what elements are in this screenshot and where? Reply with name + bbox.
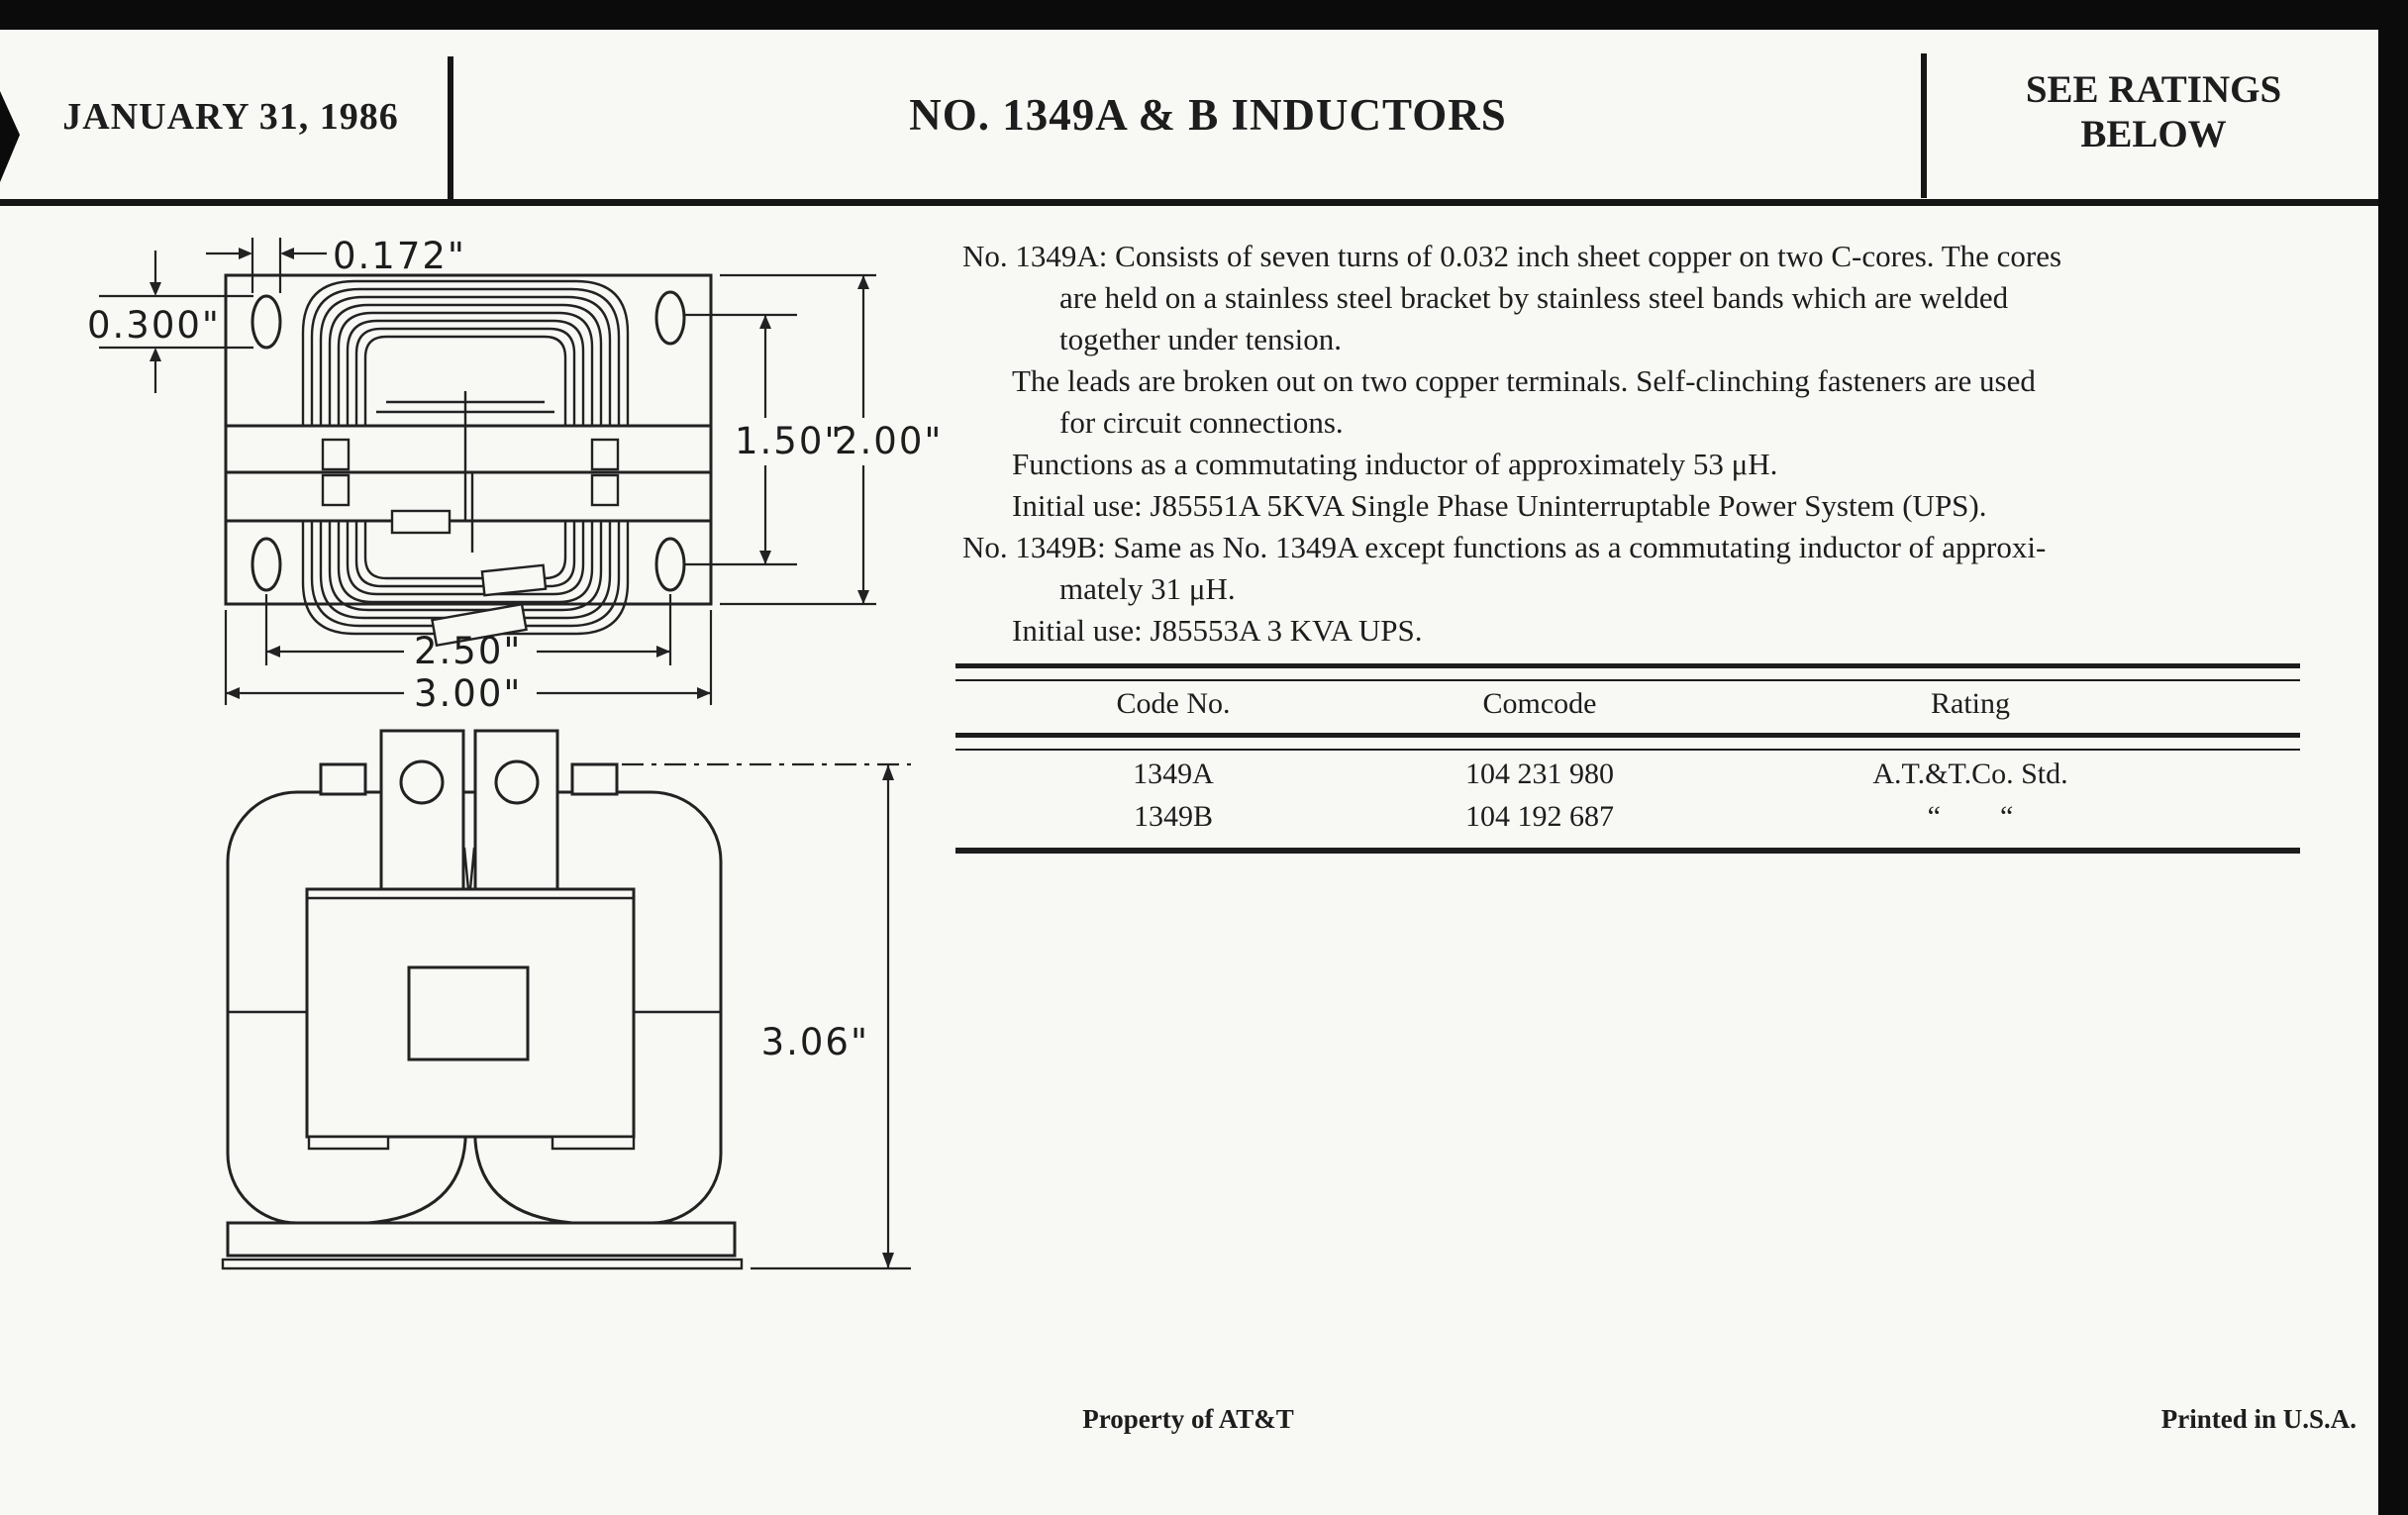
description-line: Functions as a commutating inductor of approximately 53 μH.: [1012, 447, 1778, 481]
table-rule-bottom: [955, 848, 2300, 854]
right-tab: [572, 764, 617, 794]
description-line: are held on a stainless steel bracket by stainless steel bands which are welded: [1059, 280, 2009, 315]
document-page: [0, 30, 2378, 1515]
base-plate: [223, 1223, 742, 1268]
dim-label-306: 3.06": [760, 1021, 869, 1063]
top-view-drawing: [79, 228, 951, 723]
dimension-right-side: [685, 275, 943, 604]
front-view-drawing: [188, 723, 941, 1277]
dim-label-250: 2.50": [414, 630, 523, 672]
description-line: mately 31 μH.: [1059, 571, 1236, 606]
cell-rating: A.T.&T.Co. Std.: [1872, 758, 2068, 790]
page-title: NO. 1349A & B INDUCTORS: [909, 90, 1507, 140]
left-tab: [321, 764, 365, 794]
description-line: Initial use: J85553A 3 KVA UPS.: [1012, 613, 1423, 648]
footer-property-note: Property of AT&T: [1082, 1404, 1294, 1434]
dim-label-300: 3.00": [414, 672, 523, 715]
description-line: No. 1349B: Same as No. 1349A except functions as a commutating inductor of approxi-: [962, 530, 2047, 564]
description-line: The leads are broken out on two copper terminals. Self-clinching fasteners are used: [1012, 363, 2036, 398]
plate-outline: [226, 275, 711, 604]
header-divider-left: [448, 56, 453, 201]
description-line: Initial use: J85551A 5KVA Single Phase Uninterruptable Power System (UPS).: [1012, 488, 1987, 523]
cell-code: 1349B: [1133, 800, 1213, 833]
ratings-note-line2: BELOW: [2080, 113, 2227, 155]
header-rule: [0, 199, 2378, 206]
document-date: JANUARY 31, 1986: [62, 96, 399, 138]
cell-comcode: 104 192 687: [1465, 800, 1614, 833]
footer-printed-note: Printed in U.S.A.: [2160, 1404, 2357, 1434]
ratings-table: [955, 663, 2300, 861]
table-header-code: Code No.: [1116, 687, 1231, 720]
ratings-note: [1936, 67, 2371, 156]
table-rule-header: [955, 733, 2300, 751]
description-line: No. 1349A: Consists of seven turns of 0.032 inch sheet copper on two C-cores. The cores: [962, 239, 2062, 273]
ratings-note-line1: SEE RATINGS: [2025, 68, 2282, 111]
dim-label-0172: 0.172": [333, 235, 466, 277]
bracket-plate: [307, 889, 634, 1149]
cell-rating-ditto: “ “: [1927, 800, 2014, 833]
description-line: for circuit connections.: [1059, 405, 1344, 440]
header-divider-right: [1921, 53, 1927, 198]
dim-label-150: 1.50": [735, 420, 844, 462]
plate-window: [409, 967, 528, 1060]
dimension-bottom: [226, 594, 711, 715]
dim-label-200: 2.00": [835, 420, 944, 462]
cell-code: 1349A: [1133, 758, 1214, 790]
table-header-rating: Rating: [1931, 687, 2010, 720]
description-block: [962, 236, 2349, 652]
cell-comcode: 104 231 980: [1465, 758, 1614, 790]
description-line: together under tension.: [1059, 322, 1342, 356]
dim-label-0300: 0.300": [87, 304, 221, 347]
table-header-comcode: Comcode: [1482, 687, 1597, 720]
scan-artifact-wedge: [0, 91, 20, 182]
table-rule-top: [955, 663, 2300, 681]
